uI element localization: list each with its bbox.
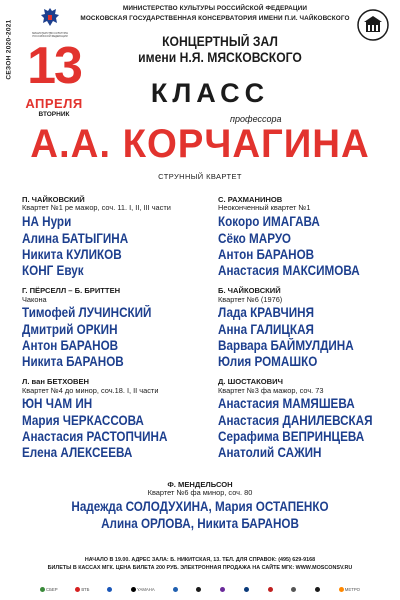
performer: Никита БАРАНОВ (22, 353, 124, 369)
performer: Дмитрий ОРКИН (22, 321, 118, 337)
performer: Алина ОРЛОВА, Никита БАРАНОВ (101, 515, 299, 531)
performer: Сёко МАРУО (218, 230, 291, 246)
performer: Надежда СОЛОДУХИНА, Мария ОСТАПЕНКО (71, 499, 329, 515)
performer: Алина БАТЫГИНА (22, 230, 129, 246)
footer-info (20, 556, 380, 572)
conservatory-logo (355, 8, 391, 42)
sponsor-icon (40, 587, 45, 592)
sponsor-logo: СБЕР (40, 587, 58, 592)
performer: НА Нури (22, 214, 72, 230)
composer: Ф. МЕНДЕЛЬСОН (167, 480, 233, 489)
date-day-number: 13 (27, 37, 81, 95)
sponsor-icon (75, 587, 80, 592)
sponsor-logo: ВТБ (75, 587, 89, 592)
performer: Кокоро ИМАГАВА (218, 214, 320, 230)
sponsor-logo (196, 587, 202, 592)
conservatory-line: МОСКОВСКАЯ ГОСУДАРСТВЕННАЯ КОНСЕРВАТОРИЯ ИМЕНИ П.И. ЧАЙКОВСКОГО (80, 14, 350, 22)
performer: Елена АЛЕКСЕЕВА (22, 444, 133, 460)
performer: Анастасия МАМЯШЕВА (218, 396, 355, 412)
performer: Анастасия МАКСИМОВА (218, 262, 360, 278)
performer: Серафима ВЕПРИНЦЕВА (218, 428, 365, 444)
concert-subtitle: СТРУННЫЙ КВАРТЕТ (158, 172, 242, 181)
work-title: Квартет №1 ре мажор, соч. 11. I, II, III части (22, 203, 171, 213)
composer: Д. ШОСТАКОВИЧ (218, 377, 283, 387)
composer: Л. ван БЕТХОВЕН (22, 377, 90, 387)
ministry-line: МИНИСТЕРСТВО КУЛЬТУРЫ РОССИЙСКОЙ ФЕДЕРАЦИИ (122, 5, 308, 12)
work-title: Квартет №6 (1976) (218, 294, 283, 304)
performer: Варвара БАЙМУЛДИНА (218, 337, 354, 353)
professor-name: А.А. КОРЧАГИНА (30, 122, 370, 166)
double-eagle-icon (39, 6, 61, 32)
program-item (22, 195, 212, 279)
performer: Антон БАРАНОВ (22, 337, 119, 353)
sponsor-icon (107, 587, 112, 592)
sponsor-logo (291, 587, 297, 592)
performer: Никита КУЛИКОВ (22, 246, 122, 262)
work-title: Неоконченный квартет №1 (218, 203, 311, 213)
sponsor-icon (244, 587, 249, 592)
date-weekday: ВТОРНИК (38, 111, 70, 118)
program-right-column (218, 195, 398, 468)
sponsor-icon (220, 587, 225, 592)
performer: ЮН ЧАМ ИН (22, 396, 93, 412)
performer: Анастасия РАСТОПЧИНА (22, 428, 168, 444)
work-title: Квартет №3 фа мажор, соч. 73 (218, 385, 324, 395)
performer: Анастасия ДАНИЛЕВСКАЯ (218, 412, 373, 428)
sponsor-logo: МЕТРО (339, 587, 360, 592)
performer: КОНГ Евук (22, 262, 84, 278)
sponsor-icon (131, 587, 136, 592)
footer-tickets: БИЛЕТЫ В КАССАХ МГК. ЦЕНА БИЛЕТА 200 РУБ. ЭЛЕКТРОННАЯ ПРОДАЖА НА САЙТЕ МГК: WWW.MOSCONSV.RU (47, 565, 353, 572)
work-title: Квартет №4 до минор, соч.18. I, II части (22, 385, 159, 395)
hall-line-1: КОНЦЕРТНЫЙ ЗАЛ (162, 34, 278, 49)
performer: Анна ГАЛИЦКАЯ (218, 321, 314, 337)
sponsor-icon (268, 587, 273, 592)
footer-start-address: НАЧАЛО В 19.00. АДРЕС ЗАЛА: Б. НИКИТСКАЯ, 13. ТЕЛ. ДЛЯ СПРАВОК: (495) 629-9168 (84, 557, 316, 563)
performer: Анатолий САЖИН (218, 444, 322, 460)
sponsor-logo: YAMAHA (131, 587, 155, 592)
season-label: СЕЗОН 2020-2021 (5, 19, 13, 80)
composer: П. ЧАЙКОВСКИЙ (22, 195, 85, 204)
sponsor-logo (268, 587, 274, 592)
composer: Г. ПЁРСЕЛЛ – Б. БРИТТЕН (22, 286, 121, 296)
emblem-caption: МИНИСТЕРСТВО КУЛЬТУРЫ РОССИЙСКОЙ ФЕДЕРАЦИИ (32, 32, 68, 38)
ministry-header (80, 4, 350, 24)
performer: Юлия РОМАШКО (218, 353, 318, 369)
sponsor-logo (220, 587, 226, 592)
work-title: Квартет №6 фа минор, соч. 80 (147, 488, 253, 498)
performer: Тимофей ЛУЧИНСКИЙ (22, 305, 152, 321)
program-item (218, 286, 398, 370)
sponsor-icon (315, 587, 320, 592)
performer: Мария ЧЕРКАССОВА (22, 412, 144, 428)
performer: Лада КРАВЧИНЯ (218, 305, 314, 321)
sponsor-logo (107, 587, 113, 592)
sponsor-logo (173, 587, 179, 592)
program-left-column (22, 195, 212, 468)
professor-label: профессора (230, 114, 282, 124)
sponsor-logo (315, 587, 321, 592)
work-title: Чакона (22, 294, 47, 304)
composer: С. РАХМАНИНОВ (218, 195, 283, 204)
date-month: АПРЕЛЯ (25, 96, 83, 111)
sponsor-icon (339, 587, 344, 592)
composer: Б. ЧАЙКОВСКИЙ (218, 286, 281, 296)
sponsor-icon (196, 587, 201, 592)
sponsor-icon (291, 587, 296, 592)
sponsor-icon (173, 587, 178, 592)
class-heading: КЛАСС (150, 78, 270, 108)
hall-line-2: имени Н.Я. МЯСКОВСКОГО (138, 49, 302, 65)
conservatory-building-icon (355, 8, 391, 42)
sponsor-logo (244, 587, 250, 592)
program-item (22, 377, 212, 461)
program-item (218, 195, 398, 279)
program-item (22, 286, 212, 370)
performer: Антон БАРАНОВ (218, 246, 315, 262)
concert-hall (130, 34, 310, 66)
program-center (20, 480, 380, 532)
sponsor-logos (40, 583, 360, 595)
program-item (218, 377, 398, 461)
